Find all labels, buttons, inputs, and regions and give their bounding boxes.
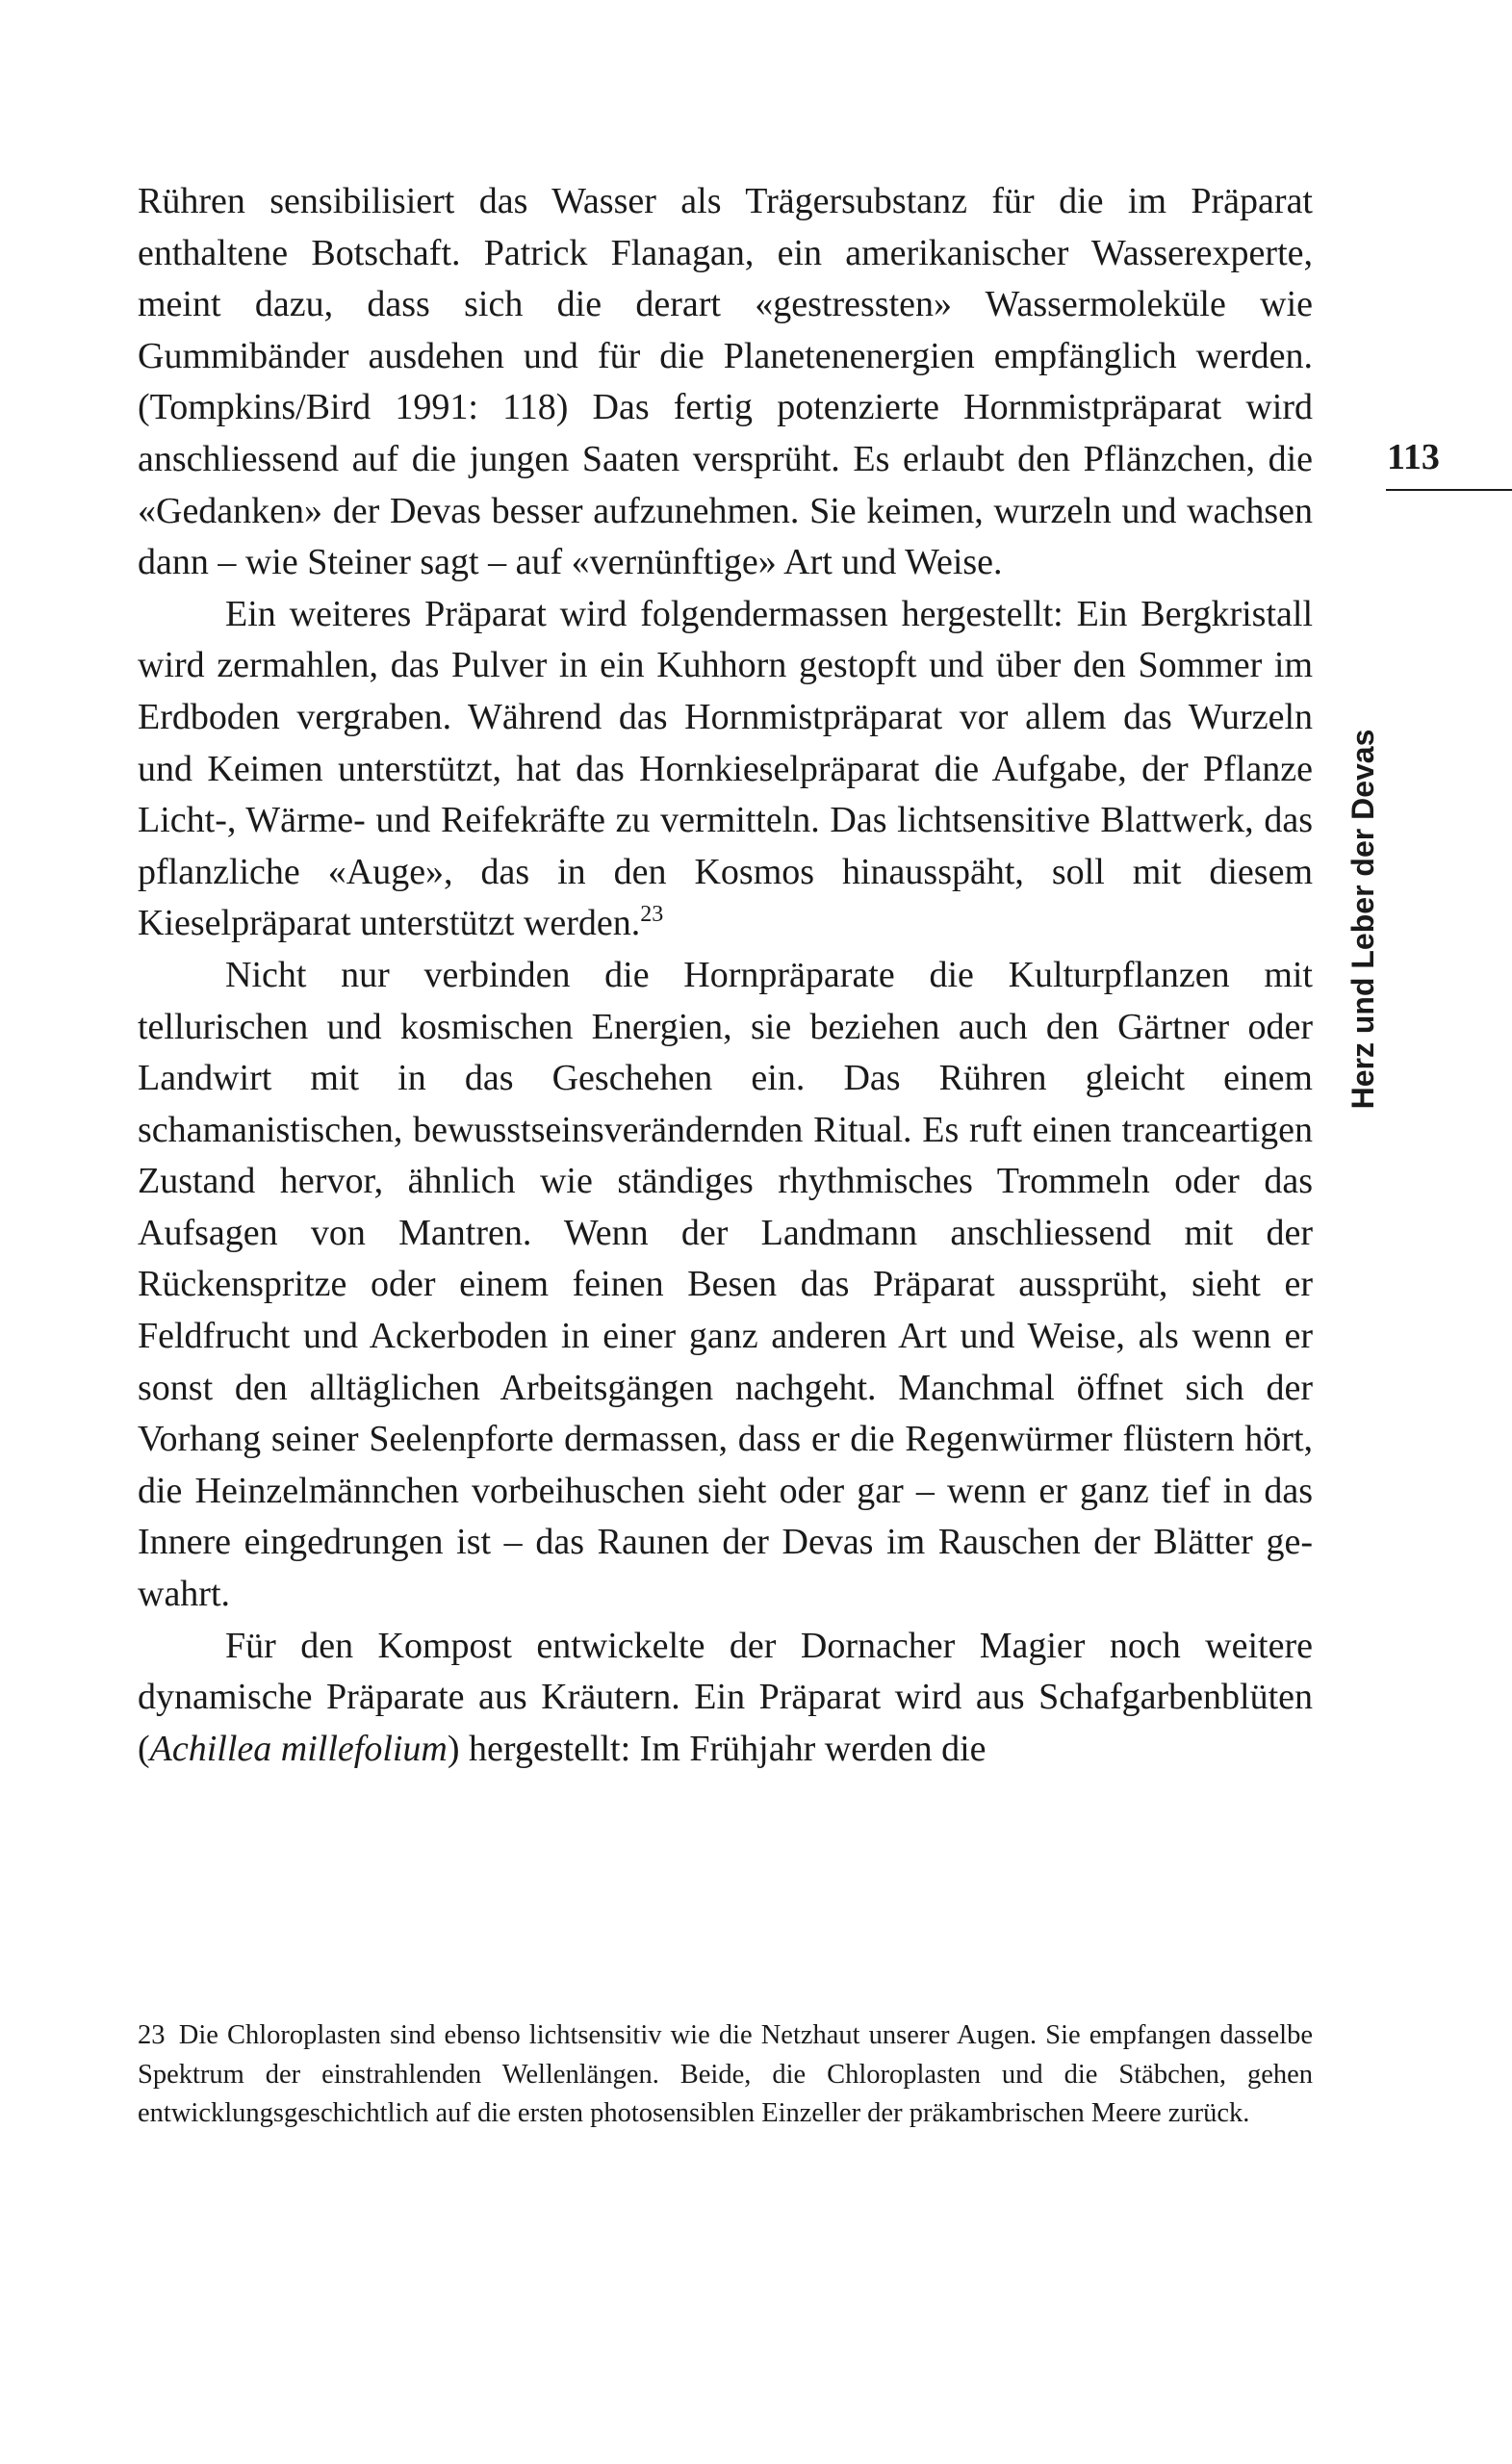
footnote-text: 23 Die Chloroplasten sind ebenso lichtsensitiv wie die Netzhaut unserer Augen. Sie empfangen dasselbe Spektrum der einstrahlenden Wellenlängen. Beide, die Chloroplasten und die Stäbchen, gehen entwicklungsgeschichtlich auf die ersten photosensiblen Einzeller der präkambrischen Meere zurück. — [138, 2020, 1313, 2128]
latin-plant-name: Achillea millefolium — [149, 1728, 448, 1769]
footnote-reference: 23 — [640, 902, 664, 928]
paragraph-1: Rühren sensibilisiert das Wasser als Trägersubstanz für die im Präparat enthaltene Botschaft. Patrick Flanagan, ein amerikanischer Wasserexperte, meint dazu, dass sich die derart «gestressten» Wassermoleküle wie Gummibänder ausdehen und für die Planetenenergien empfänglich werden. (Tompkins/Bird 1991: 118) Das fertig potenzierte Hornmistpräparat wird anschliessend auf die jungen Saaten versprüht. Es erlaubt den Pflänzchen, die «Gedanken» der Devas besser aufzunehmen. Sie keimen, wurzeln und wachsen dann – wie Steiner sagt – auf «vernünftige» Art und Weise. — [138, 181, 1313, 583]
paragraph-2-text: Ein weiteres Präparat wird folgendermassen hergestellt: Ein Bergkristall wird zermahlen, das Pulver in ein Kuhhorn gestopft und über den Sommer im Erdboden vergraben. Während das Hornmistpräparat vor allem das Wurzeln und Keimen unterstützt, hat das Hornkieselpräparat die Aufgabe, der Pflanze Licht-, Wärme- und Reifekräfte zu vermitteln. Das lichtsensitive Blattwerk, das pflanzliche «Auge», das in den Kosmos hinausspäht, soll mit diesem Kieselpräparat unterstützt werden. — [138, 593, 1313, 944]
paragraph-4 — [138, 1621, 1313, 1776]
page-number: 113 — [1387, 437, 1440, 477]
paragraph-4-end: ) hergestellt: Im Frühjahr werden die — [447, 1728, 987, 1769]
header-rule — [1386, 489, 1512, 491]
running-head: Herz und Leber der Devas — [1345, 729, 1380, 1110]
footnote — [138, 2016, 1313, 2134]
paragraph-4-start: Für den Kompost entwickelte der Dornacher Magier noch weitere dynamische Präparate aus Kräutern. Ein Präparat wird aus Schafgarbenblüten ( — [138, 1625, 1313, 1769]
paragraph-2 — [138, 589, 1313, 950]
main-text — [138, 176, 1313, 1775]
paragraph-3: Nicht nur verbinden die Hornpräparate die Kulturpflanzen mit tellurischen und kosmischen Energien, sie beziehen auch den Gärtner oder Landwirt mit in das Geschehen ein. Das Rühren gleicht einem schamanistischen, bewusstseinsverändernden Ritual. Es ruft einen tranceartigen Zustand hervor, ähnlich wie ständiges rhythmisches Trommeln oder das Aufsagen von Mantren. Wenn der Landmann anschliessend mit der Rückenspritze oder einem feinen Besen das Präparat aussprüht, sieht er Feldfrucht und Ackerboden in einer ganz anderen Art und Weise, als wenn er sonst den alltäglichen Arbeitsgängen nachgeht. Manchmal öffnet sich der Vorhang seiner Seelenpforte dermassen, dass er die Regenwürmer flüstern hört, die Heinzelmännchen vorbeihuschen sieht oder gar – wenn er ganz tief in das Innere eingedrungen ist – das Raunen der Devas im Rauschen der Blätter gewahrt. — [138, 954, 1313, 1615]
